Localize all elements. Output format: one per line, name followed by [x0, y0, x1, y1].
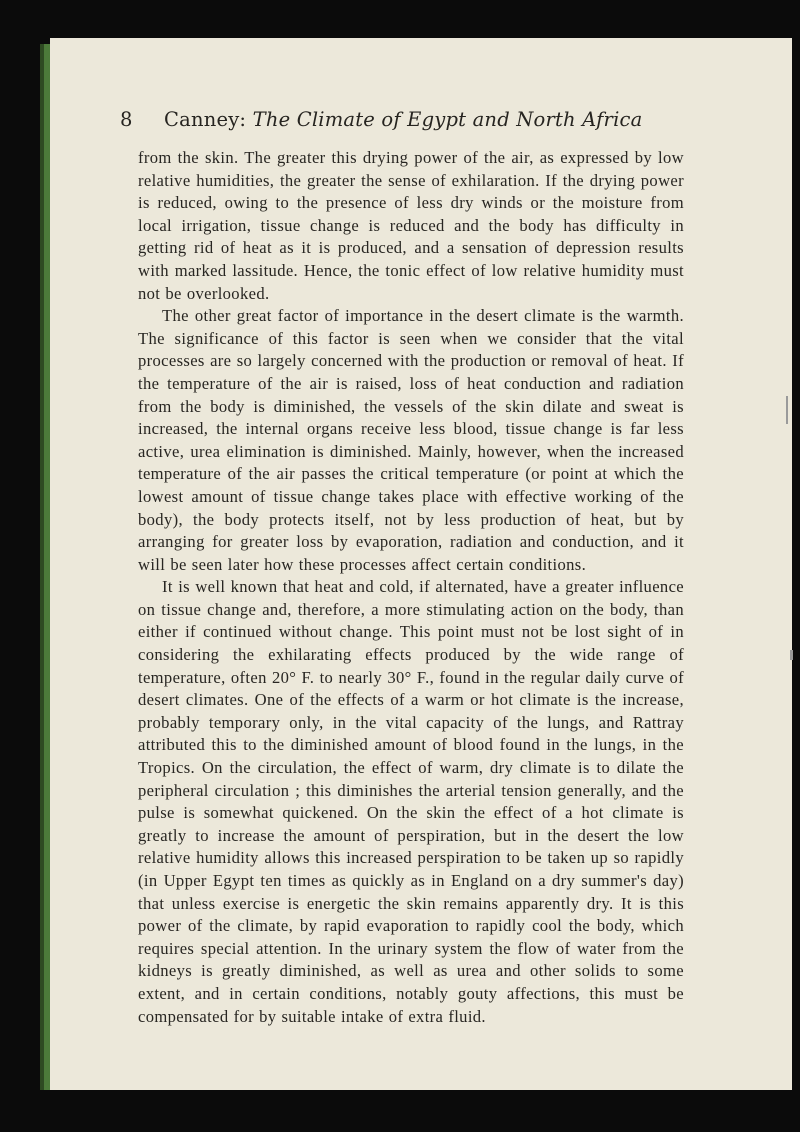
scan-mark [790, 650, 793, 660]
scan-mark [786, 396, 788, 424]
paragraph: It is well known that heat and cold, if alternated, have a greater influence on tissue change and, therefore, a more stimulating action on the body, than either if continued without change. This point must not be lost sight of in considering the exhilarating effects produced by the wide range of temperature, often 20° F. to nearly 30° F., found in the regular daily curve of desert climates. One of the effects of a warm or hot climate is the increase, probably temporary only, in the vital capacity of the lungs, and Rattray attributed this to the diminished amount of blood found in the lungs, in the Tropics. On the circulation, the effect of warm, dry climate is to dilate the peripheral circulation ; this diminishes the arterial tension generally, and the pulse is somewhat quickened. On the skin the effect of a hot climate is greatly to increase the amount of perspiration, but in the desert the low relative humidity allows this increased perspiration to be taken up so rapidly (in Upper Egypt ten times as quickly as in England on a dry summer's day) that unless exercise is energetic the skin remains apparently dry. It is this power of the climate, by rapid evaporation to rapidly cool the body, which requires special attention. In the urinary system the flow of water from the kidneys is greatly diminished, as well as urea and other solids to some extent, and in certain conditions, notably gouty affections, this must be compensated for by suitable intake of extra fluid. [138, 577, 684, 1026]
paragraph: from the skin. The greater this drying power of the air, as expressed by low relative humidities, the greater the sense of exhilaration. If the drying power is reduced, owing to the presence of less dry winds or the moisture from local irrigation, tissue change is reduced and the body has difficulty in getting rid of heat as it is produced, and a sensation of depression results with marked lassitude. Hence, the tonic effect of low relative humidity must not be overlooked. [138, 148, 684, 303]
header-title: The Climate of Egypt and North Africa [252, 108, 643, 131]
paragraph: The other great factor of importance in the desert climate is the warmth. The significance of this factor is seen when we consider that the vital processes are so largely concerned with the production or removal of heat. If the temperature of the air is raised, loss of heat conduction and radiation from the body is diminished, the vessels of the skin dilate and sweat is increased, the internal organs receive less blood, tissue change is far less active, urea elimination is diminished. Mainly, however, when the increased temperature of the air passes the critical temperature (or point at which the lowest amount of tissue change takes place with effective working of the body), the body protects itself, not by less production of heat, but by arranging for greater loss by evaporation, radiation and conduction, and it will be seen later how these processes affect certain conditions. [138, 306, 684, 574]
running-header [120, 108, 642, 131]
body-text [138, 147, 684, 1028]
page-number: 8 [120, 108, 133, 131]
header-author: Canney: [164, 108, 247, 131]
